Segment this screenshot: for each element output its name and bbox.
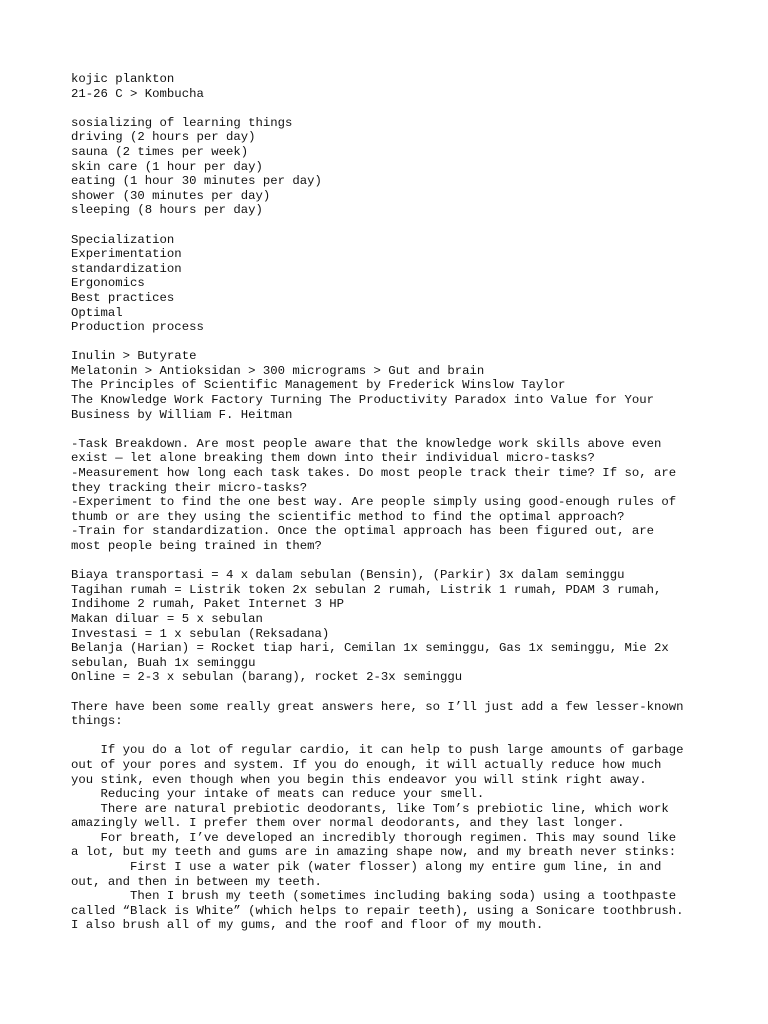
text-line: they tracking their micro-tasks? bbox=[71, 480, 308, 495]
text-line: Production process bbox=[71, 320, 204, 335]
text-line: Melatonin > Antioksidan > 300 micrograms > Gut and brain bbox=[71, 363, 485, 378]
text-line: If you do a lot of regular cardio, it can help to push large amounts of garbage bbox=[71, 743, 684, 758]
text-line: things: bbox=[71, 714, 123, 729]
text-line: sosializing of learning things bbox=[71, 115, 293, 130]
text-line: First I use a water pik (water flosser) along my entire gum line, in and bbox=[71, 860, 662, 875]
text-line: Biaya transportasi = 4 x dalam sebulan (Bensin), (Parkir) 3x dalam seminggu bbox=[71, 568, 625, 583]
text-line: Specialization bbox=[71, 232, 175, 247]
text-line: Inulin > Butyrate bbox=[71, 349, 197, 364]
text-line: There are natural prebiotic deodorants, like Tom’s prebiotic line, which work bbox=[71, 801, 669, 816]
text-line: Then I brush my teeth (sometimes including baking soda) using a toothpaste bbox=[71, 889, 677, 904]
text-line: a lot, but my teeth and gums are in amazing shape now, and my breath never stinks: bbox=[71, 845, 677, 860]
text-line: shower (30 minutes per day) bbox=[71, 188, 271, 203]
text-line: eating (1 hour 30 minutes per day) bbox=[71, 174, 322, 189]
text-line: amazingly well. I prefer them over normal deodorants, and they last longer. bbox=[71, 816, 625, 831]
text-block-daily-activities bbox=[71, 116, 711, 218]
text-line: There have been some really great answers here, so I’ll just add a few lesser-known bbox=[71, 699, 684, 714]
text-line: sleeping (8 hours per day) bbox=[71, 203, 263, 218]
text-block-management-terms bbox=[71, 233, 711, 335]
text-line: -Train for standardization. Once the optimal approach has been figured out, are bbox=[71, 524, 654, 539]
text-line: Tagihan rumah = Listrik token 2x sebulan 2 rumah, Listrik 1 rumah, PDAM 3 rumah, bbox=[71, 582, 662, 597]
text-line: sauna (2 times per week) bbox=[71, 144, 249, 159]
text-block-intro bbox=[71, 700, 711, 729]
text-line: Reducing your intake of meats can reduce your smell. bbox=[71, 787, 485, 802]
text-line: Business by William F. Heitman bbox=[71, 407, 293, 422]
text-line: Online = 2-3 x sebulan (barang), rocket 2-3x seminggu bbox=[71, 670, 463, 685]
text-line: Optimal bbox=[71, 305, 123, 320]
text-block-references bbox=[71, 349, 711, 422]
text-line: For breath, I’ve developed an incredibly thorough regimen. This may sound like bbox=[71, 830, 677, 845]
text-line: standardization bbox=[71, 261, 182, 276]
text-line: -Task Breakdown. Are most people aware that the knowledge work skills above even bbox=[71, 436, 662, 451]
text-line: thumb or are they using the scientific method to find the optimal approach? bbox=[71, 509, 625, 524]
text-line: Best practices bbox=[71, 290, 175, 305]
text-block-hygiene-tips bbox=[71, 743, 711, 933]
text-line: -Measurement how long each task takes. Do most people track their time? If so, are bbox=[71, 466, 677, 481]
document-page bbox=[71, 72, 711, 948]
text-block-task-questions bbox=[71, 437, 711, 554]
text-line: out, and then in between my teeth. bbox=[71, 874, 322, 889]
text-line: The Knowledge Work Factory Turning The Productivity Paradox into Value for Your bbox=[71, 393, 654, 408]
text-line: called “Black is White” (which helps to repair teeth), using a Sonicare toothbrush. bbox=[71, 903, 684, 918]
text-line: Belanja (Harian) = Rocket tiap hari, Cemilan 1x seminggu, Gas 1x seminggu, Mie 2x bbox=[71, 641, 669, 656]
text-line: skin care (1 hour per day) bbox=[71, 159, 263, 174]
text-line: Investasi = 1 x sebulan (Reksadana) bbox=[71, 626, 330, 641]
text-line: out of your pores and system. If you do enough, it will actually reduce how much bbox=[71, 757, 662, 772]
text-line: -Experiment to find the one best way. Are people simply using good-enough rules of bbox=[71, 495, 677, 510]
text-line: Ergonomics bbox=[71, 276, 145, 291]
text-line: sebulan, Buah 1x seminggu bbox=[71, 655, 256, 670]
text-line: Experimentation bbox=[71, 247, 182, 262]
text-line: you stink, even though when you begin this endeavor you will stink right away. bbox=[71, 772, 647, 787]
text-line: exist — let alone breaking them down into their individual micro-tasks? bbox=[71, 451, 595, 466]
text-block-notes bbox=[71, 72, 711, 101]
text-line: driving (2 hours per day) bbox=[71, 130, 256, 145]
text-line: 21-26 C > Kombucha bbox=[71, 86, 204, 101]
text-line: most people being trained in them? bbox=[71, 539, 322, 553]
text-line: I also brush all of my gums, and the roof and floor of my mouth. bbox=[71, 918, 544, 933]
text-line: kojic plankton bbox=[71, 72, 175, 86]
text-block-budget bbox=[71, 568, 711, 685]
text-line: The Principles of Scientific Management by Frederick Winslow Taylor bbox=[71, 378, 566, 393]
text-line: Indihome 2 rumah, Paket Internet 3 HP bbox=[71, 597, 345, 612]
text-line: Makan diluar = 5 x sebulan bbox=[71, 611, 263, 626]
